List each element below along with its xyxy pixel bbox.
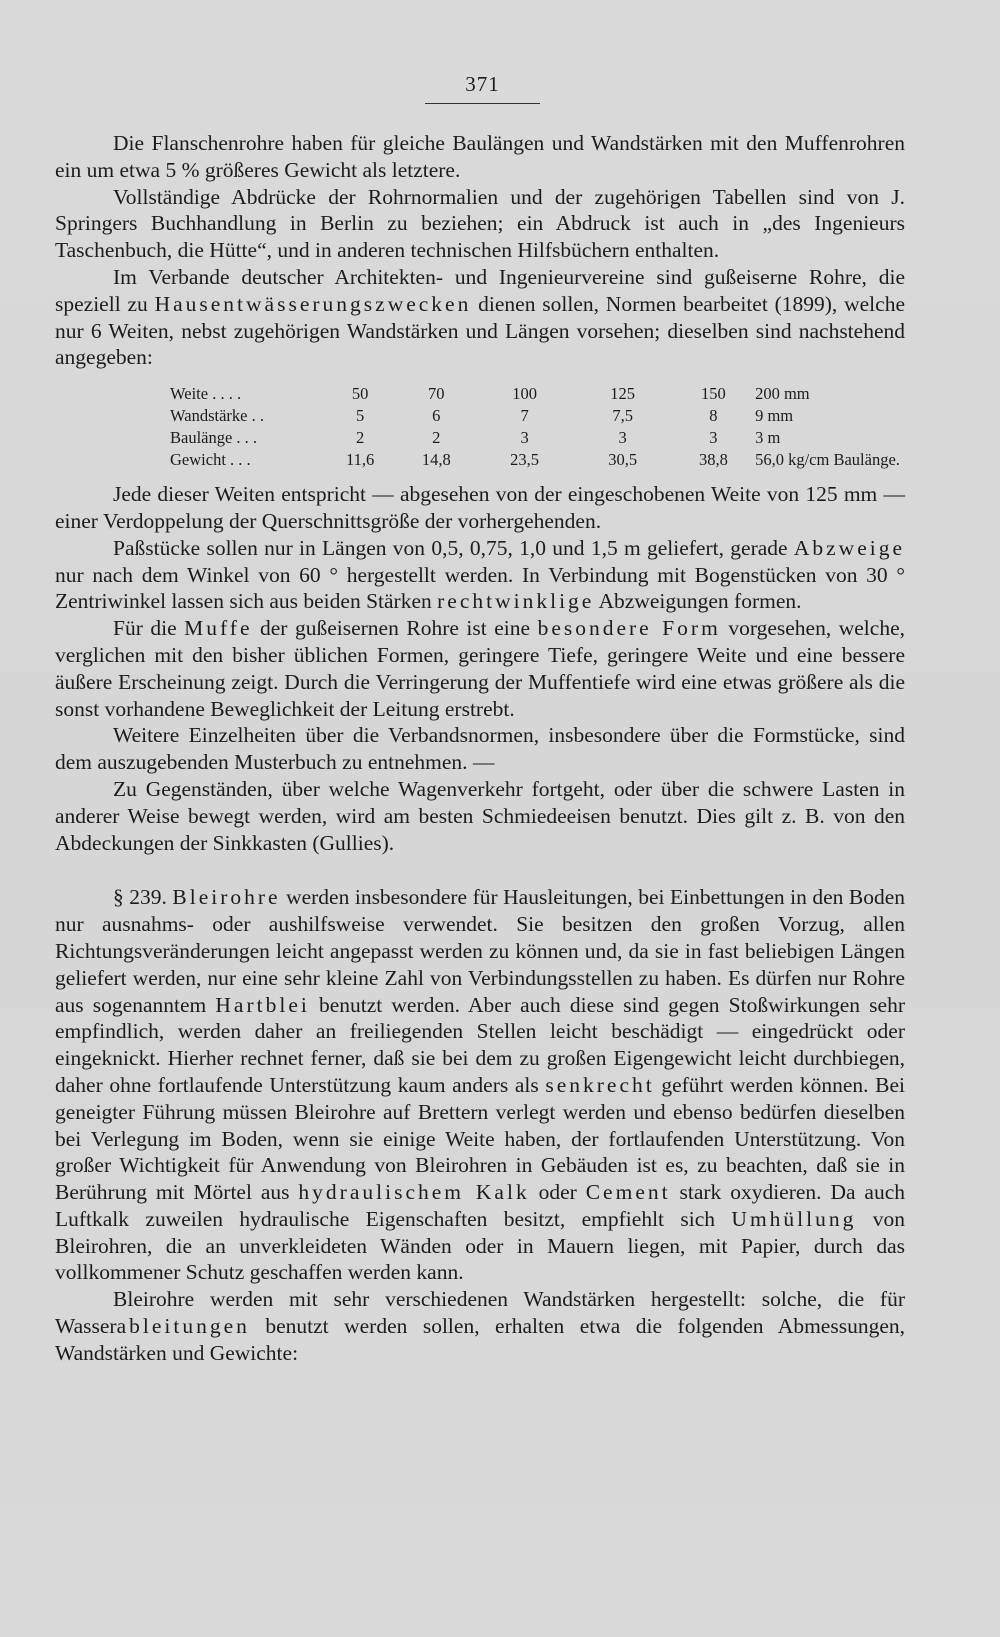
- text-run: dienen sollen, Normen bearbeitet (1899), welche nur 6 Weiten, nebst zugehörigen Wandstärken und Längen vorsehen; dieselben sind nachstehend angegeben:: [55, 291, 905, 370]
- paragraph-abdruecke: Vollständige Abdrücke der Rohrnormalien und der zugehörigen Tabellen sind von J. Springers Buchhandlung in Berlin zu beziehen; ein Abdruck ist auch in „des Ingenieurs Taschenbuch, die Hütte“, und in anderen technischen Hilfsbüchern enthalten.: [55, 184, 905, 263]
- table-cell: 200 mm: [755, 384, 810, 404]
- table-cell: 56,0 kg/cm Baulänge.: [755, 450, 900, 470]
- spaced-term: Cement: [585, 1180, 671, 1205]
- page-body: [55, 130, 905, 1367]
- table-cell: 3: [709, 428, 718, 448]
- table-row-label: Wandstärke . .: [170, 406, 264, 426]
- text-run: der gußeisernen Rohre ist eine: [252, 616, 538, 641]
- table-cell: 150: [701, 384, 726, 404]
- table-row: [170, 383, 905, 405]
- table-cell: 3: [618, 428, 627, 448]
- text-run: Paßstücke sollen nur in Längen von 0,5, 0,75, 1,0 und 1,5 m geliefert, gerade: [113, 535, 794, 560]
- table-row: [170, 405, 905, 427]
- table-cell: 38,8: [698, 450, 728, 470]
- text-run: Abzweigungen formen.: [594, 589, 802, 614]
- spaced-term: Bleirohre: [172, 885, 281, 910]
- table-cell: 14,8: [421, 450, 451, 470]
- pipe-norm-table: [170, 383, 905, 471]
- table-cell: 11,6: [346, 450, 375, 470]
- text-run: geführt werden können. Bei geneigter Führung müssen Bleirohre auf Brettern verlegt werden und ebenso bedürfen dieselben bei Verlegung im Boden, wenn sie einige Weite haben, der fortlaufenden Unterstützung. Von großer Wichtigkeit für Anwendung von Bleirohren in Gebäuden ist es, zu beachten, daß sie in Berührung mit Mörtel aus: [55, 1072, 905, 1205]
- paragraph-wagenverkehr: Zu Gegenständen, über welche Wagenverkehr fortgeht, oder über die schwere Lasten in anderer Weise bewegt werden, wird am besten Schmiedeeisen benutzt. Dies gilt z. B. von den Abdeckungen der Sinkkasten (Gullies).: [55, 776, 905, 855]
- table-cell: 50: [351, 384, 369, 404]
- table-row-label: Gewicht . . .: [170, 450, 251, 470]
- table-cell: 9 mm: [755, 406, 794, 426]
- spaced-term: Muffe: [184, 616, 253, 641]
- paragraph-einzelheiten: Weitere Einzelheiten über die Verbandsnormen, insbesondere über die Formstücke, sind dem auszugebenden Musterbuch zu entnehmen. —: [55, 723, 905, 775]
- text-run: oder: [529, 1180, 586, 1205]
- spaced-term: rechtwinklige: [437, 589, 595, 614]
- spaced-term: hydraulischem Kalk: [298, 1180, 530, 1205]
- table-cell: 5: [356, 406, 365, 426]
- table-cell: 125: [610, 384, 636, 404]
- paragraph-wandstaerken: [55, 1286, 905, 1366]
- text-run: stark oxydieren. Da auch Luftkalk zuweilen hydraulische Eigenschaften besitzt, empfiehlt sich: [55, 1180, 905, 1231]
- paragraph-weiten: Jede dieser Weiten entspricht — abgesehen von der eingeschobenen Weite von 125 mm — einer Verdoppelung der Querschnittsgröße der vorhergehenden.: [55, 482, 905, 533]
- text-run: Bleirohre werden mit sehr verschiedenen Wandstärken hergestellt: solche, die für Wasser: [55, 1287, 905, 1339]
- table-cell: 2: [356, 428, 365, 448]
- text-run: von Bleirohren, die an unverkleideten Wänden oder in Mauern liegen, mit Papier, durch das vollkommener Schutz geschaffen werden kann.: [55, 1206, 905, 1285]
- spaced-term: Umhüllung: [731, 1206, 857, 1231]
- spaced-term: ableitungen: [116, 1314, 250, 1339]
- table-cell: 3 m: [755, 428, 781, 448]
- table-cell: 100: [512, 384, 537, 404]
- table-cell: 6: [432, 406, 441, 426]
- text-run: benutzt werden. Aber auch diese sind gegen Stoßwirkungen sehr empfindlich, werden daher an freiliegenden Stellen leicht beschädigt — eingedrückt oder eingeknickt. Hierher rechnet ferner, daß sie bei dem zu großen Eigengewicht leicht durchbiegen, daher ohne fortlaufende Unterstützung kaum anders als: [55, 992, 905, 1097]
- spaced-term: Hausentwässerungszwecken: [154, 291, 472, 316]
- text-run: werden insbesondere für Hausleitungen, bei Einbettungen in den Boden nur ausnahms- oder aushilfsweise verwendet. Sie besitzen den großen Vorzug, allen Richtungsveränderungen leicht angepasst werden zu können und, da sie in fast beliebigen Längen geliefert werden, nur eine sehr kleine Zahl von Verbindungsstellen zu haben. Es dürfen nur Rohre aus sogenanntem: [55, 885, 905, 1017]
- paragraph-flanschenrohre: Die Flanschenrohre haben für gleiche Baulängen und Wandstärken mit den Muffenrohren ein um etwa 5 % größeres Gewicht als letztere.: [55, 131, 905, 182]
- header-rule: [425, 103, 540, 104]
- paragraph-verbande: [55, 264, 905, 371]
- text-run: vorgesehen, welche, verglichen mit den bisher üblichen Formen, geringere Tiefe, geringere Weite und eine bessere äußere Erscheinung zeigt. Durch die Verringerung der Muffentiefe wird eine etwas größere als die sonst vorhandene Beweglichkeit der Leitung erstrebt.: [55, 616, 905, 721]
- text-run: benutzt werden sollen, erhalten etwa die folgenden Abmessungen, Wandstärken und Gewichte:: [55, 1314, 905, 1365]
- table-cell: 7: [520, 406, 529, 426]
- table-cell: 23,5: [510, 450, 540, 470]
- table-row: [170, 427, 905, 449]
- table-cell: 2: [432, 428, 441, 448]
- paragraph-passstuecke: [55, 535, 905, 615]
- spaced-term: senkrecht: [545, 1072, 655, 1097]
- table-row-label: Baulänge . . .: [170, 428, 258, 448]
- spaced-term: Abzweige: [793, 535, 905, 560]
- section-gap: [55, 856, 905, 884]
- paragraph-muffe: [55, 615, 905, 722]
- text-run: Für die: [113, 616, 185, 641]
- table-cell: 70: [428, 384, 445, 404]
- section-number: § 239.: [113, 885, 173, 910]
- table-row-label: Weite . . . .: [170, 384, 242, 404]
- table-cell: 30,5: [608, 450, 638, 470]
- text-run: Im Verbande deutscher Architekten- und Ingenieurvereine sind gußeiserne Rohre, die speziell zu: [55, 264, 905, 316]
- table-cell: 8: [709, 406, 718, 426]
- paragraph-bleirohre: [55, 884, 905, 1286]
- table-cell: 3: [520, 428, 529, 448]
- page-number: 371: [465, 72, 500, 96]
- spaced-term: Hartblei: [215, 992, 310, 1017]
- spaced-term: besondere Form: [537, 616, 721, 641]
- table-cell: 7,5: [612, 406, 633, 426]
- text-run: nur nach dem Winkel von 60 ° hergestellt werden. In Verbindung mit Bogenstücken von 30 ° Zentriwinkel lassen sich aus beiden Stärken: [55, 562, 905, 614]
- table-row: [170, 449, 905, 471]
